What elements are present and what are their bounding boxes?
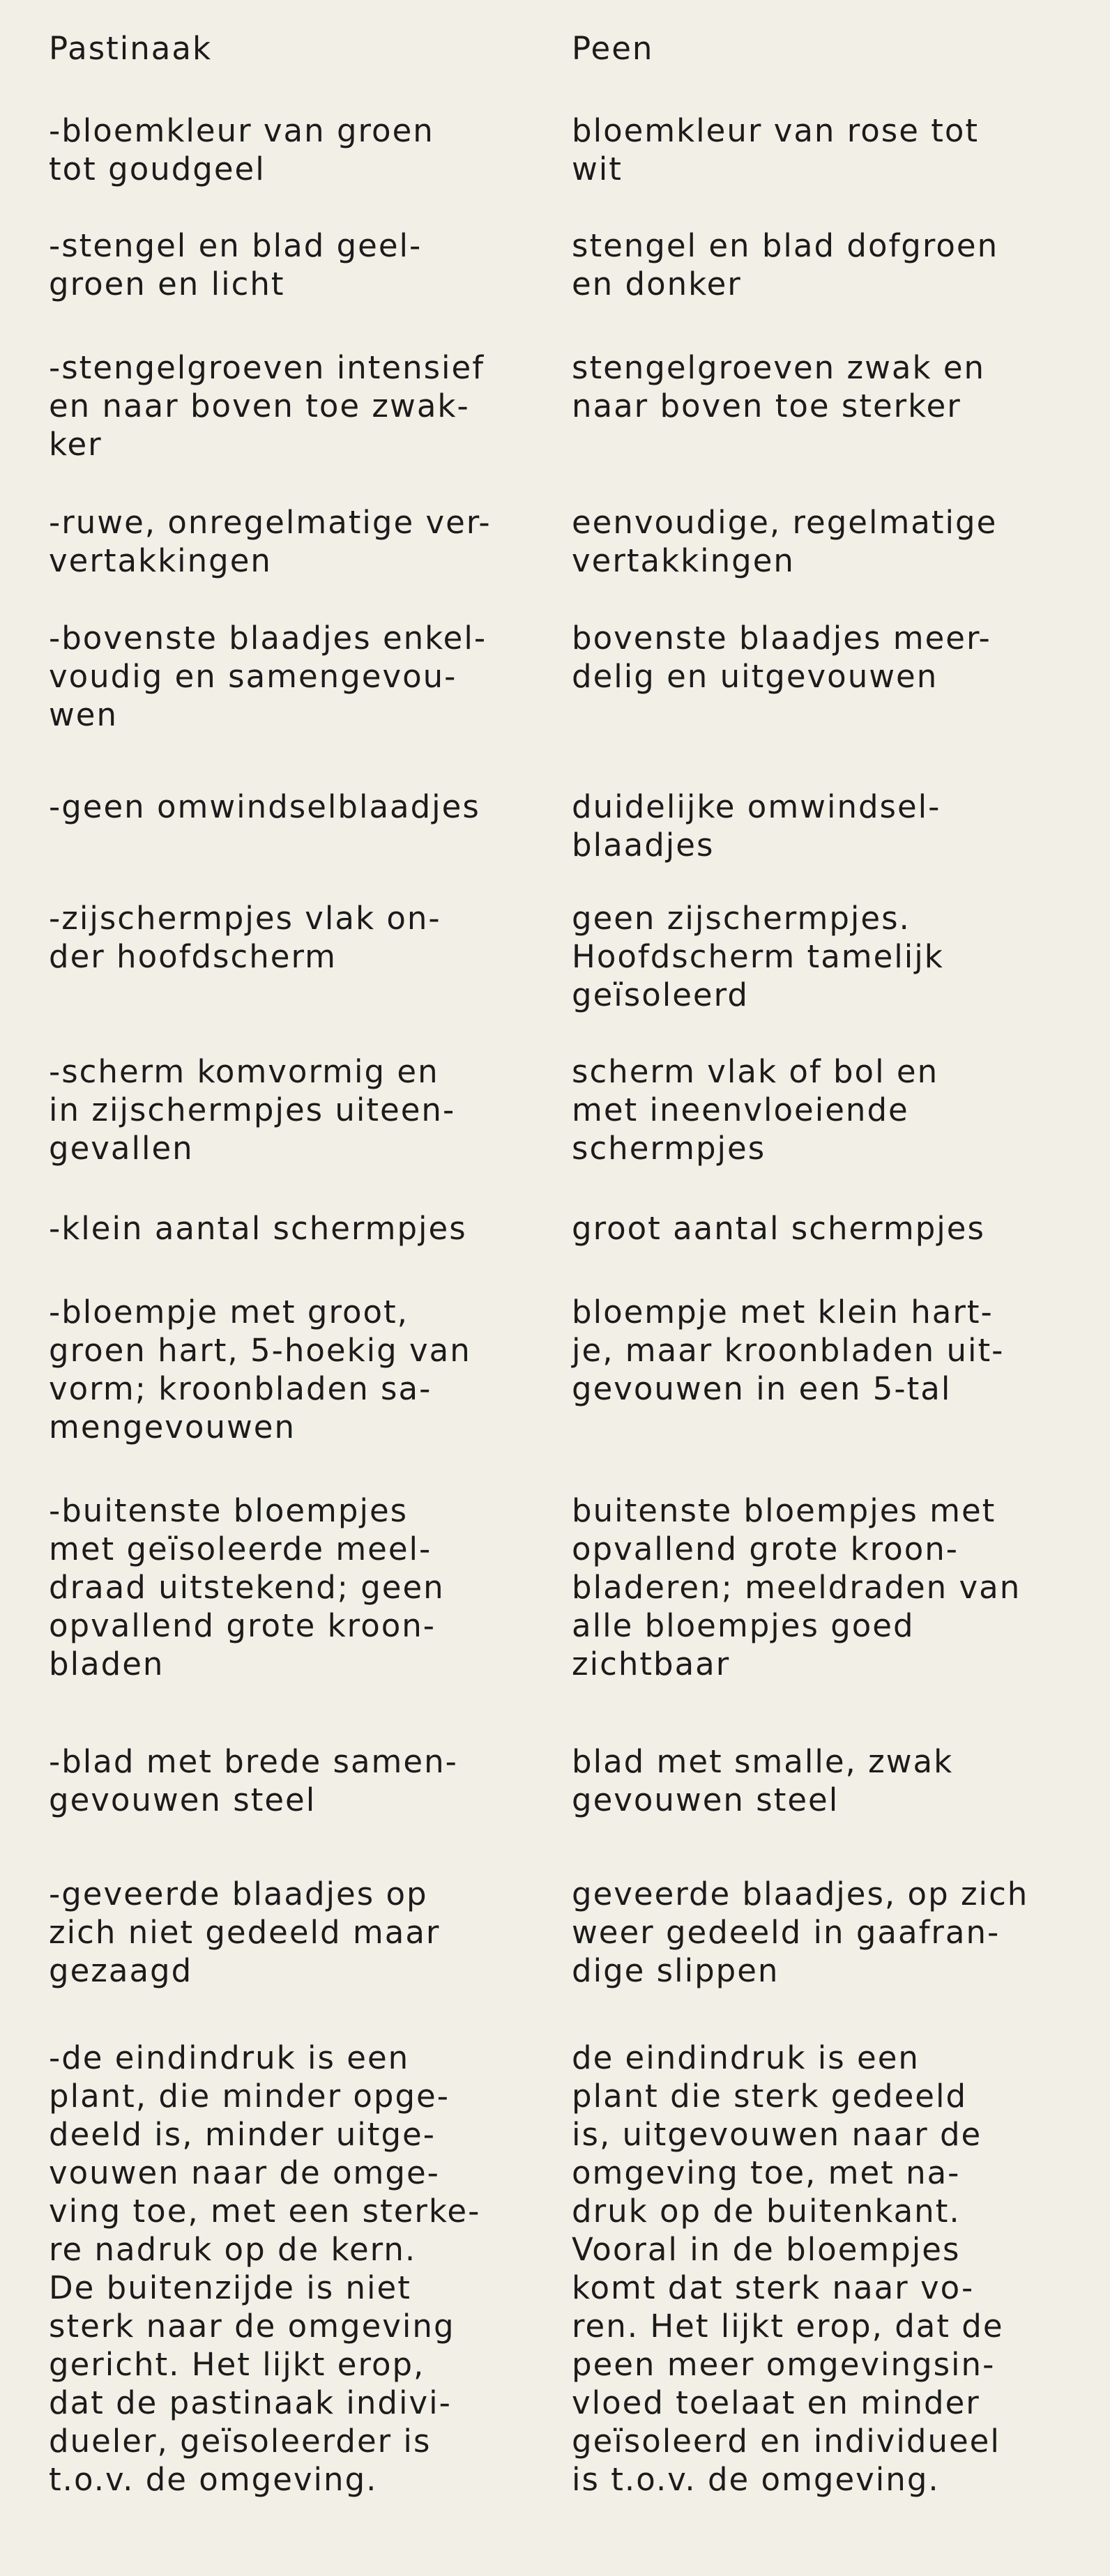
pastinaak-cell: -buitenste bloempjes met geïsoleerde meel- draad uitstekend; geen opvallend grote kroon- bladen [49,1492,445,1682]
pastinaak-cell: -bloemkleur van groen tot goudgeel [49,112,434,187]
header-peen: Peen [572,30,654,67]
pastinaak-cell: -blad met brede samen- gevouwen steel [49,1743,458,1818]
peen-cell: geveerde blaadjes, op zich weer gedeeld in gaafran- dige slippen [572,1876,1029,1989]
peen-cell: eenvoudige, regelmatige vertakkingen [572,504,998,579]
pastinaak-cell: -klein aantal schermpjes [49,1210,467,1247]
peen-cell: geen zijschermpjes. Hoofdscherm tamelijk geïsoleerd [572,900,944,1013]
pastinaak-cell: -geveerde blaadjes op zich niet gedeeld maar gezaagd [49,1876,441,1989]
peen-cell: stengel en blad dofgroen en donker [572,227,999,302]
pastinaak-cell: -geen omwindselblaadjes [49,788,480,825]
peen-cell: buitenste bloempjes met opvallend grote kroon- bladeren; meeldraden van alle bloempjes goed zichtbaar [572,1492,1021,1682]
peen-cell: bovenste blaadjes meer- delig en uitgevouwen [572,620,991,695]
peen-cell: de eindindruk is een plant die sterk gedeeld is, uitgevouwen naar de omgeving toe, met na- druk op de buitenkant. Vooral in de bloempjes komt dat sterk naar vo- ren. Het lijkt erop, dat de peen meer omgevingsin- vloed toelaat en minder geïsoleerd en individueel is t.o.v. de omgeving. [572,2039,1004,2498]
pastinaak-cell: -scherm komvormig en in zijschermpjes uiteen- gevallen [49,1053,456,1167]
pastinaak-cell: -zijschermpjes vlak on- der hoofdscherm [49,900,441,975]
pastinaak-cell: -bloempje met groot, groen hart, 5-hoekig van vorm; kroonbladen sa- mengevouwen [49,1294,471,1446]
header-pastinaak: Pastinaak [49,30,213,67]
peen-cell: stengelgroeven zwak en naar boven toe sterker [572,349,986,424]
peen-cell: scherm vlak of bol en met ineenvloeiende schermpjes [572,1053,939,1167]
pastinaak-cell: -bovenste blaadjes enkel- voudig en samengevou- wen [49,620,487,733]
peen-cell: groot aantal schermpjes [572,1210,985,1247]
peen-cell: duidelijke omwindsel- blaadjes [572,788,941,864]
column-headers [0,28,1110,77]
pastinaak-cell: -stengel en blad geel- groen en licht [49,227,423,302]
peen-cell: bloemkleur van rose tot wit [572,112,980,187]
peen-cell: blad met smalle, zwak gevouwen steel [572,1743,954,1818]
pastinaak-cell: -stengelgroeven intensief en naar boven toe zwak- ker [49,349,485,463]
pastinaak-cell: -ruwe, onregelmatige ver- vertakkingen [49,504,492,579]
pastinaak-cell: -de eindindruk is een plant, die minder opge- deeld is, minder uitge- vouwen naar de omge- ving toe, met een sterke- re nadruk op de kern. De buitenzijde is niet sterk naar de omgeving gericht. Het lijkt erop, dat de pastinaak indivi- dueler, geïsoleerder is t.o.v. de omgeving. [49,2039,481,2498]
peen-cell: bloempje met klein hart- je, maar kroonbladen uit- gevouwen in een 5-tal [572,1294,1005,1407]
